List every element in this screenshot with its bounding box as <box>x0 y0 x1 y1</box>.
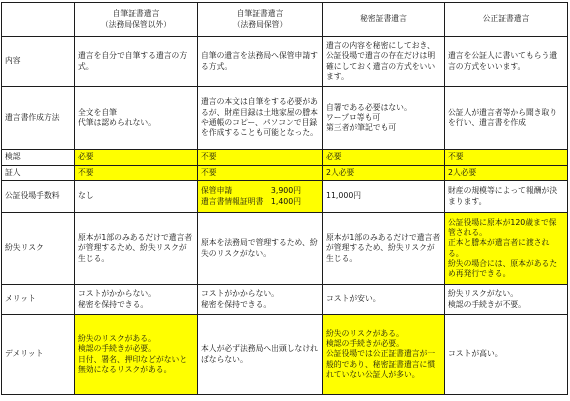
fee-line <box>201 197 319 207</box>
cell: なし <box>75 181 198 213</box>
cell: 不要 <box>198 166 323 181</box>
row-funshitsu <box>2 213 568 285</box>
column-header-kousei <box>445 3 568 37</box>
cell: 必要 <box>323 150 445 166</box>
will-comparison-table <box>1 2 568 395</box>
row-demerit <box>2 315 568 395</box>
row-naiyou <box>2 37 568 87</box>
header-row <box>2 3 568 37</box>
fee-line <box>201 186 319 196</box>
cell: 公証役場に原本が120歳まで保管される。 正本と謄本が遺言者に渡される。 紛失の場合には、原本があるため再発行できる。 <box>445 213 568 285</box>
cell: 11,000円 <box>323 181 445 213</box>
cell: 紛失のリスクがある。 検認の手続きが必要。 公証役場では公正証書遺言が一般的であり、秘密証書遺言に慣れていない公証人が多い。 <box>323 315 445 395</box>
cell: 遺言を自分で自筆する遺言の方式。 <box>75 37 198 87</box>
column-subtitle: （法務局保管以外） <box>100 19 172 29</box>
column-header-jihitsu <box>75 3 198 37</box>
cell: 自署である必要はない。 ワープロ等も可 第三者が筆記でも可 <box>323 87 445 150</box>
row-label: 内容 <box>2 37 75 87</box>
cell: 不要 <box>75 166 198 181</box>
column-title: 公正証書遺言 <box>482 14 530 24</box>
fee-cell <box>198 181 323 213</box>
row-label: デメリット <box>2 315 75 395</box>
cell: 紛失のリスクがある。 検認の手続きが必要。 日付、署名、押印などがないと無効になるリスクがある。 <box>75 315 198 395</box>
cell: 不要 <box>198 150 323 166</box>
cell: コストがかからない。 秘密を保持できる。 <box>75 285 198 315</box>
column-title: 自筆証書遺言 <box>236 8 284 18</box>
fee-amount: 1,400円 <box>270 196 301 206</box>
cell: 2人必要 <box>445 166 568 181</box>
row-tesuuryou <box>2 181 568 213</box>
cell: 紛失リスクがない。 検認の手続きが不要。 <box>445 285 568 315</box>
cell: 財産の規模等によって報酬が決まります。 <box>445 181 568 213</box>
cell: 遺言を公証人に書いてもらう遺言の方式をいいます。 <box>445 37 568 87</box>
cell: コストが高い。 <box>445 315 568 395</box>
column-header-jihitsu-houmukyoku <box>198 3 323 37</box>
cell: 2人必要 <box>323 166 445 181</box>
column-header-himitsu <box>323 3 445 37</box>
fee-name: 遺言書情報証明書 <box>201 196 264 206</box>
cell: 不要 <box>445 150 568 166</box>
row-shounin <box>2 166 568 181</box>
row-label: 遺言書作成方法 <box>2 87 75 150</box>
cell: 遺言の内容を秘密にしておき、公証役場で遺言の存在だけは明確にしておく遺言の方式をいいます。 <box>323 37 445 87</box>
row-label: 公証役場手数料 <box>2 181 75 213</box>
row-label: メリット <box>2 285 75 315</box>
cell: 遺言の本文は自筆をする必要があるが、財産目録は土地家屋の謄本や通帳のコピー、パソコンで目録を作成することも可能となった。 <box>198 87 323 150</box>
row-label: 紛失リスク <box>2 213 75 285</box>
cell: コストが安い。 <box>323 285 445 315</box>
cell: 原本を法務局で管理するため、紛失のリスクがない。 <box>198 213 323 285</box>
cell: 自筆の遺言を法務局へ保管申請する方式。 <box>198 37 323 87</box>
cell: コストがかからない。 秘密を保持できる。 <box>198 285 323 315</box>
row-merit <box>2 285 568 315</box>
cell: 必要 <box>75 150 198 166</box>
row-label: 検認 <box>2 150 75 166</box>
cell: 公証人が遺言者等から聞き取りを行い、遺言書を作成 <box>445 87 568 150</box>
cell: 原本が1部のみあるだけで遺言者が管理するため、紛失リスクが生じる。 <box>75 213 198 285</box>
cell: 本人が必ず法務局へ出頭しなければならない。 <box>198 315 323 395</box>
fee-name: 保管申請 <box>201 186 233 196</box>
column-title: 秘密証書遺言 <box>360 14 407 24</box>
column-title: 自筆証書遺言 <box>112 8 160 18</box>
cell: 原本が1部のみあるだけで遺言者が管理するため、紛失リスクが生じる。 <box>323 213 445 285</box>
row-sakusei <box>2 87 568 150</box>
column-subtitle: （法務局保管） <box>232 19 288 29</box>
corner-cell <box>2 3 75 37</box>
cell: 全文を自筆 代筆は認められない。 <box>75 87 198 150</box>
fee-amount: 3,900円 <box>270 186 301 196</box>
row-kennin <box>2 150 568 166</box>
row-label: 証人 <box>2 166 75 181</box>
